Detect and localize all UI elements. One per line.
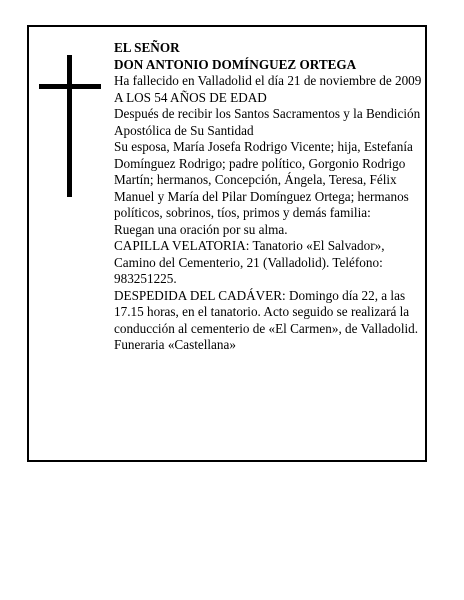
cross-icon (39, 55, 101, 197)
cross-horizontal-bar (39, 84, 101, 89)
chapel-info: CAPILLA VELATORIA: Tanatorio «El Salvador», Camino del Cementerio, 21 (Valladolid). Teléfono: 983251225. (114, 238, 385, 286)
deceased-name: DON ANTONIO DOMÍNGUEZ ORTEGA (114, 56, 357, 72)
farewell-info: DESPEDIDA DEL CADÁVER: Domingo día 22, a las 17.15 horas, en el tanatorio. Acto seguido se realizará la conducción al cementerio de «El Carmen», de Valladolid. (114, 287, 419, 336)
obituary-notice (27, 25, 427, 462)
death-info: Ha fallecido en Valladolid el día 21 de noviembre de 2009 (114, 73, 422, 88)
sacraments-line: Después de recibir los Santos Sacramentos y la Bendición Apostólica de Su Santidad (114, 106, 421, 138)
cross-vertical-bar (67, 55, 72, 197)
age-line: A LOS 54 AÑOS DE EDAD (114, 89, 267, 105)
funeral-home: Funeraria «Castellana» (114, 337, 236, 352)
notice-body (114, 40, 424, 354)
title-honorific: EL SEÑOR (114, 40, 180, 55)
prayer-request: Ruegan una oración por su alma. (114, 221, 288, 237)
family-list: Su esposa, María Josefa Rodrigo Vicente; hija, Estefanía Domínguez Rodrigo; padre político, Gorgonio Rodrigo Martín; hermanos, Concepción, Ángela, Teresa, Félix Manuel y María del Pilar Domínguez Ortega; hermanos políticos, sobrinos, tíos, primos y demás familia: (114, 139, 413, 220)
